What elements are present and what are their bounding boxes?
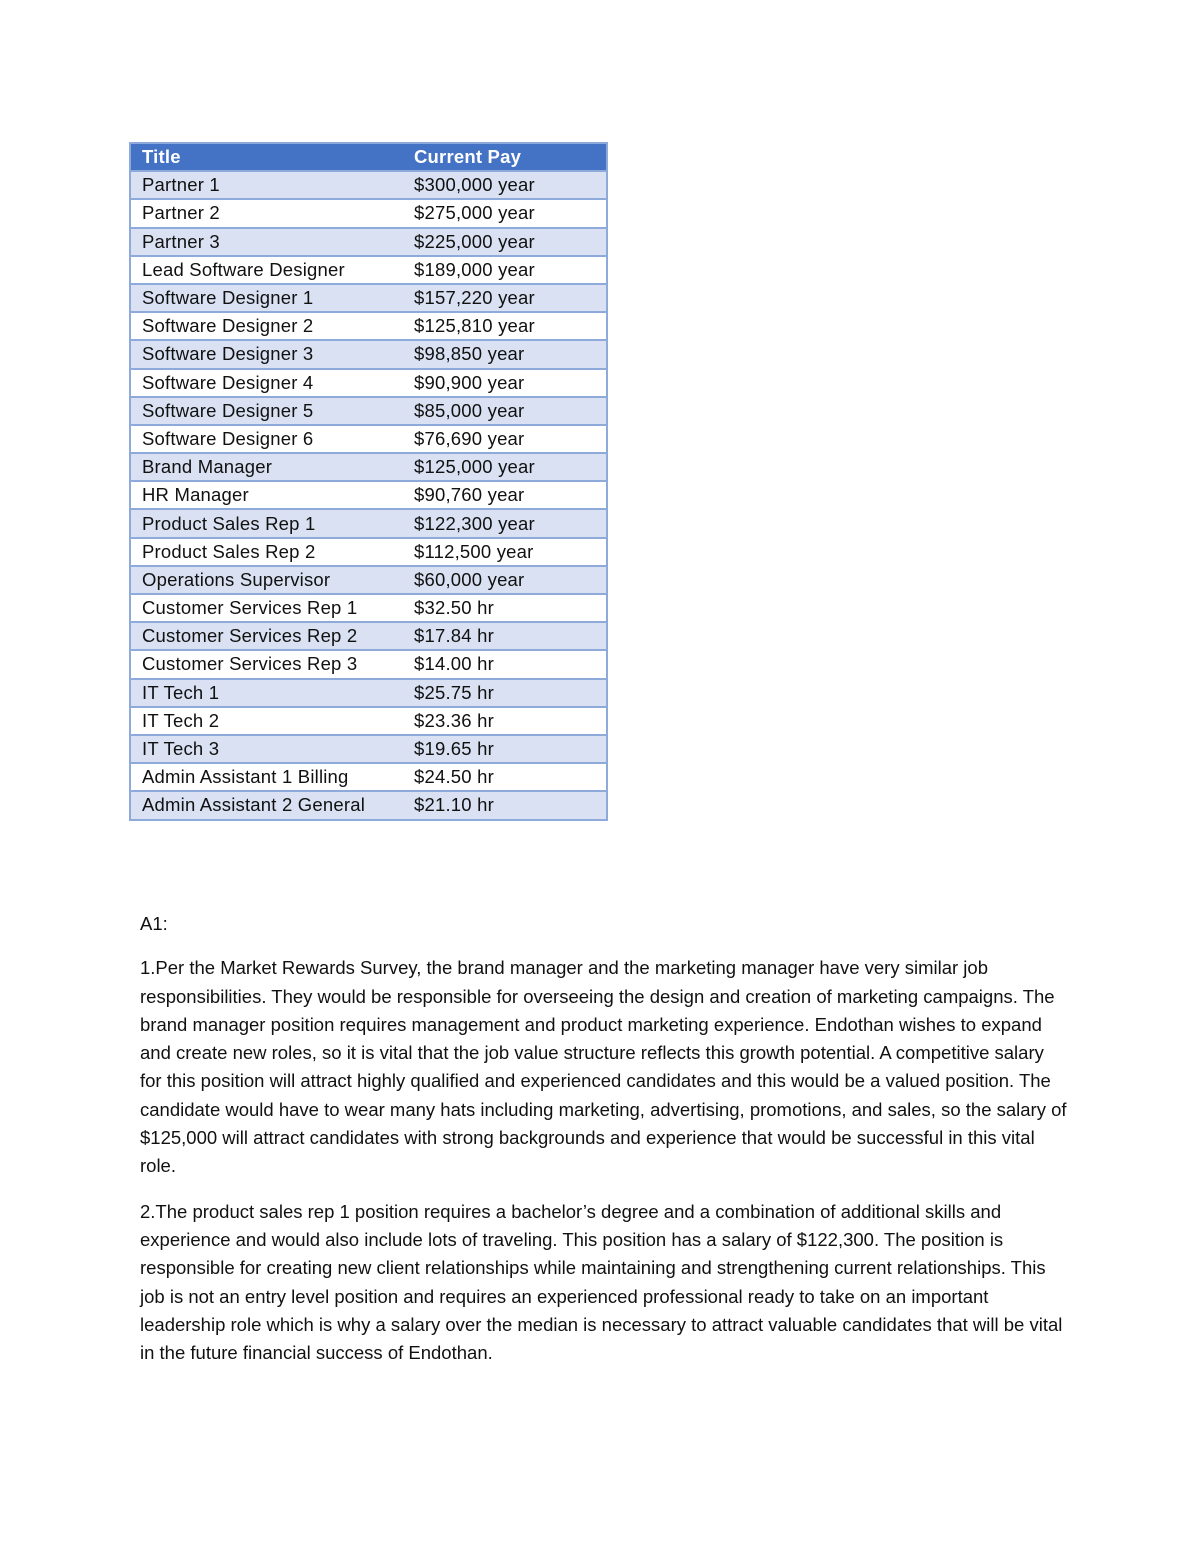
cell-title: Admin Assistant 2 General [130,791,403,819]
cell-title: Software Designer 5 [130,397,403,425]
cell-current-pay: $60,000 year [403,566,607,594]
table-row [130,679,607,707]
cell-current-pay: $90,900 year [403,369,607,397]
cell-title: IT Tech 3 [130,735,403,763]
table-row [130,425,607,453]
cell-title: Software Designer 6 [130,425,403,453]
cell-title: IT Tech 2 [130,707,403,735]
table-header-row [130,143,607,171]
table-row [130,284,607,312]
pay-table-body [130,171,607,819]
cell-current-pay: $85,000 year [403,397,607,425]
table-row [130,481,607,509]
cell-title: Partner 1 [130,171,403,199]
table-row [130,312,607,340]
cell-current-pay: $90,760 year [403,481,607,509]
cell-title: Software Designer 3 [130,340,403,368]
cell-current-pay: $25.75 hr [403,679,607,707]
cell-current-pay: $157,220 year [403,284,607,312]
table-row [130,566,607,594]
table-row [130,763,607,791]
table-row [130,397,607,425]
cell-title: Customer Services Rep 1 [130,594,403,622]
table-row [130,735,607,763]
answer-section [140,910,1070,1384]
cell-current-pay: $32.50 hr [403,594,607,622]
table-row [130,509,607,537]
cell-title: Customer Services Rep 2 [130,622,403,650]
table-row [130,199,607,227]
table-row [130,791,607,819]
table-row [130,369,607,397]
cell-current-pay: $23.36 hr [403,707,607,735]
cell-title: Customer Services Rep 3 [130,650,403,678]
cell-title: Product Sales Rep 1 [130,509,403,537]
table-row [130,453,607,481]
table-row [130,707,607,735]
table-row [130,171,607,199]
cell-current-pay: $125,000 year [403,453,607,481]
cell-current-pay: $14.00 hr [403,650,607,678]
cell-title: Operations Supervisor [130,566,403,594]
table-row [130,340,607,368]
section-heading: A1: [140,913,168,934]
paragraph-2: 2.The product sales rep 1 position requires a bachelor’s degree and a combination of additional skills and experience and would also include lots of traveling. This position has a salary of $122,300. The position is responsible for creating new client relationships while maintaining and strengthening current relationships. This job is not an entry level position and requires an experienced professional ready to take on an important leadership role which is why a salary over the median is necessary to attract valuable candidates that will be vital in the future financial success of Endothan. [140,1200,1063,1364]
table-row [130,256,607,284]
cell-current-pay: $122,300 year [403,509,607,537]
cell-title: Software Designer 1 [130,284,403,312]
header-title: Title [130,143,403,171]
cell-title: IT Tech 1 [130,679,403,707]
cell-current-pay: $300,000 year [403,171,607,199]
cell-title: Software Designer 2 [130,312,403,340]
cell-current-pay: $189,000 year [403,256,607,284]
cell-current-pay: $225,000 year [403,228,607,256]
cell-title: Admin Assistant 1 Billing [130,763,403,791]
header-current-pay: Current Pay [403,143,607,171]
cell-current-pay: $17.84 hr [403,622,607,650]
table-row [130,538,607,566]
cell-current-pay: $98,850 year [403,340,607,368]
pay-table [129,142,608,821]
cell-current-pay: $21.10 hr [403,791,607,819]
table-row [130,622,607,650]
cell-current-pay: $19.65 hr [403,735,607,763]
table-row [130,594,607,622]
cell-title: Software Designer 4 [130,369,403,397]
paragraph-1: 1.Per the Market Rewards Survey, the brand manager and the marketing manager have very similar job responsibilities. They would be responsible for overseeing the design and creation of marketing campaigns. The brand manager position requires management and product marketing experience. Endothan wishes to expand and create new roles, so it is vital that the job value structure reflects this growth potential. A competitive salary for this position will attract highly qualified and experienced candidates and this would be a valued position. The candidate would have to wear many hats including marketing, advertising, promotions, and sales, so the salary of $125,000 will attract candidates with strong backgrounds and experience that would be successful in this vital role. [140,957,1067,1177]
cell-title: Partner 3 [130,228,403,256]
cell-current-pay: $125,810 year [403,312,607,340]
cell-current-pay: $275,000 year [403,199,607,227]
table-row [130,650,607,678]
cell-title: Lead Software Designer [130,256,403,284]
cell-title: Product Sales Rep 2 [130,538,403,566]
cell-title: Partner 2 [130,199,403,227]
cell-current-pay: $76,690 year [403,425,607,453]
cell-current-pay: $112,500 year [403,538,607,566]
cell-title: Brand Manager [130,453,403,481]
cell-title: HR Manager [130,481,403,509]
table-row [130,228,607,256]
cell-current-pay: $24.50 hr [403,763,607,791]
